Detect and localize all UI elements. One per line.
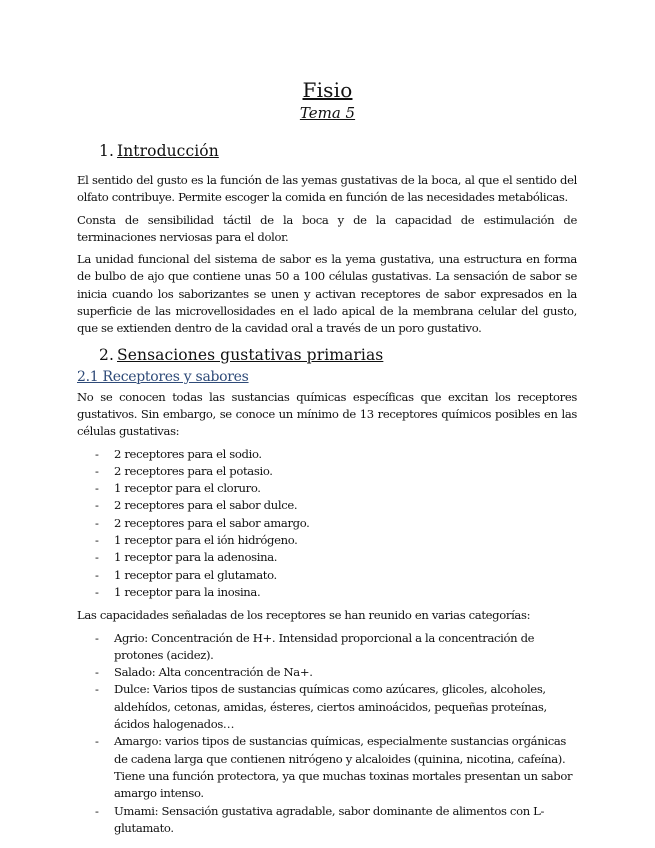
- list-item: - 1 receptor para la adenosina.: [77, 549, 577, 566]
- receptor-list: [77, 446, 577, 602]
- section-introduccion: [77, 172, 577, 338]
- list-item: - 1 receptor para el cloruro.: [77, 480, 577, 497]
- category-list: [77, 630, 577, 838]
- document-body: [77, 140, 577, 843]
- document-subtitle: Tema 5: [299, 104, 356, 122]
- paragraph: Las capacidades señaladas de los receptores se han reunido en varias categorías:: [77, 608, 531, 623]
- list-item: - Salado: Alta concentración de Na+.: [77, 664, 577, 681]
- list-item: - 1 receptor para el glutamato.: [77, 567, 577, 584]
- list-item: - Agrio: Concentración de H+. Intensidad proporcional a la concentración de protones (acidez).: [77, 630, 577, 665]
- section-number: 1.: [99, 142, 114, 160]
- list-item: - Umami: Sensación gustativa agradable, sabor dominante de alimentos con L-glutamato.: [77, 803, 577, 838]
- list-item: - 2 receptores para el sabor dulce.: [77, 497, 577, 514]
- list-item: - 2 receptores para el sabor amargo.: [77, 515, 577, 532]
- list-item: - 2 receptores para el potasio.: [77, 463, 577, 480]
- list-item: - 2 receptores para el sodio.: [77, 446, 577, 463]
- section-heading-introduccion: [99, 140, 577, 162]
- section-title: Introducción: [117, 142, 219, 160]
- list-item: - 1 receptor para la inosina.: [77, 584, 577, 601]
- paragraph: La unidad funcional del sistema de sabor es la yema gustativa, una estructura en forma de bulbo de ajo que contiene unas 50 a 100 células gustativas. La sensación de sabor se inicia cuando los saborizantes se unen y activan receptores de sabor expresados en la superficie de las microvellosidades en el lado apical de la membrana celular del gusto, que se extienden dentro de la cavidad oral a través de un poro gustativo.: [77, 252, 577, 336]
- section-number: 2.: [99, 345, 114, 364]
- paragraph: Consta de sensibilidad táctil de la boca y de la capacidad de estimulación de terminaciones nerviosas para el dolor.: [77, 212, 577, 244]
- document-title: Fisio: [302, 78, 353, 102]
- paragraph: No se conocen todas las sustancias químicas específicas que excitan los receptores gustativos. Sin embargo, se conoce un mínimo de 13 receptores químicos posibles en las células gustativas:: [77, 389, 577, 439]
- paragraph: El sentido del gusto es la función de las yemas gustativas de la boca, al que el sentido del olfato contribuye. Permite escoger la comida en función de las necesidades metabólicas.: [77, 173, 577, 205]
- list-item: - Amargo: varios tipos de sustancias químicas, especialmente sustancias orgánicas de cadena larga que contienen nitrógeno y alcaloides (quinina, nicotina, cafeína). Tiene una función protectora, ya que muchas toxinas mortales presentan un sabor amargo intenso.: [77, 733, 577, 802]
- section-title: Sensaciones gustativas primarias: [117, 345, 384, 364]
- list-item: - Dulce: Varios tipos de sustancias químicas como azúcares, glicoles, alcoholes, aldehídos, cetonas, amidas, ésteres, ciertos aminoácidos, pequeñas proteínas, ácidos halogenados…: [77, 681, 577, 733]
- subsection-heading-receptores: 2.1 Receptores y sabores: [77, 368, 249, 385]
- section-heading-sensaciones: [99, 344, 577, 366]
- list-item: - 1 receptor para el ión hidrógeno.: [77, 532, 577, 549]
